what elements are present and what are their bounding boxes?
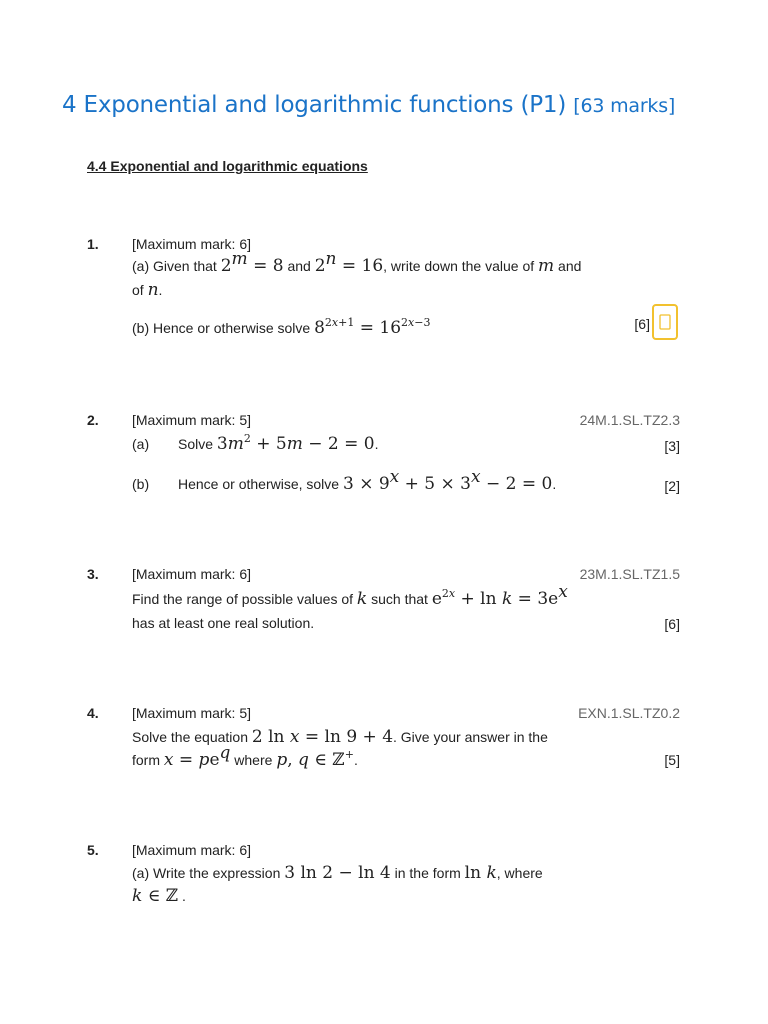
question-2-part-b: (b) Hence or otherwise, solve $3 \times 9^x + 5 \times 3^x - 2 = 0$.	[132, 467, 557, 494]
mark-part-a: [3]	[664, 438, 680, 454]
section-subtitle: 4.4 Exponential and logarithmic equations	[87, 158, 368, 174]
max-mark: [Maximum mark: 5]	[132, 705, 252, 721]
max-mark: [Maximum mark: 6]	[132, 566, 252, 582]
question-reference: 23M.1.SL.TZ1.5	[579, 566, 680, 582]
max-mark: [Maximum mark: 6]	[132, 842, 252, 858]
question-4-line-1: Solve the equation 2 ln x = ln 9 + 4. Give your answer in the	[132, 727, 548, 747]
max-mark: [Maximum mark: 6]	[132, 236, 252, 252]
mark-total: [5]	[664, 752, 680, 768]
question-reference: 24M.1.SL.TZ2.3	[579, 412, 680, 428]
question-3-line-1: Find the range of possible values of k such that $e^{2x} + \ln k = 3e^x$	[132, 582, 568, 609]
lock-button[interactable]	[652, 304, 678, 340]
question-5-line-1: (a) Write the expression 3 ln 2 − ln 4 in the form ln k, where	[132, 863, 543, 883]
mark-part-b: [2]	[664, 478, 680, 494]
question-5-line-2: k ∈ ℤ .	[132, 886, 186, 906]
question-2-part-a: (a) Solve $3m^2 + 5m - 2 = 0$.	[132, 432, 379, 454]
question-number: 2.	[87, 412, 99, 428]
question-1-part-b: (b) Hence or otherwise solve $8^{2x+1} = 16^{2x-3}$	[132, 316, 431, 338]
question-1-part-a: (a) Given that $2^m = 8$ and $2^n = 16$, write down the value of m and	[132, 249, 582, 276]
mark-total: [6]	[664, 616, 680, 632]
title-text: 4 Exponential and logarithmic functions (P1)	[62, 92, 567, 118]
title-marks: [63 marks]	[573, 95, 676, 117]
question-1-part-a-cont: of n.	[132, 280, 163, 300]
question-reference: EXN.1.SL.TZ0.2	[578, 705, 680, 721]
lock-icon	[659, 314, 671, 330]
question-number: 4.	[87, 705, 99, 721]
question-3-line-2: has at least one real solution.	[132, 615, 315, 631]
question-number: 5.	[87, 842, 99, 858]
mark-total: [6]	[634, 316, 650, 332]
question-number: 1.	[87, 236, 99, 252]
question-number: 3.	[87, 566, 99, 582]
question-4-line-2: form $x = pe^q$ where p, q ∈ ℤ+.	[132, 743, 358, 770]
page-title	[62, 92, 675, 118]
max-mark: [Maximum mark: 5]	[132, 412, 252, 428]
